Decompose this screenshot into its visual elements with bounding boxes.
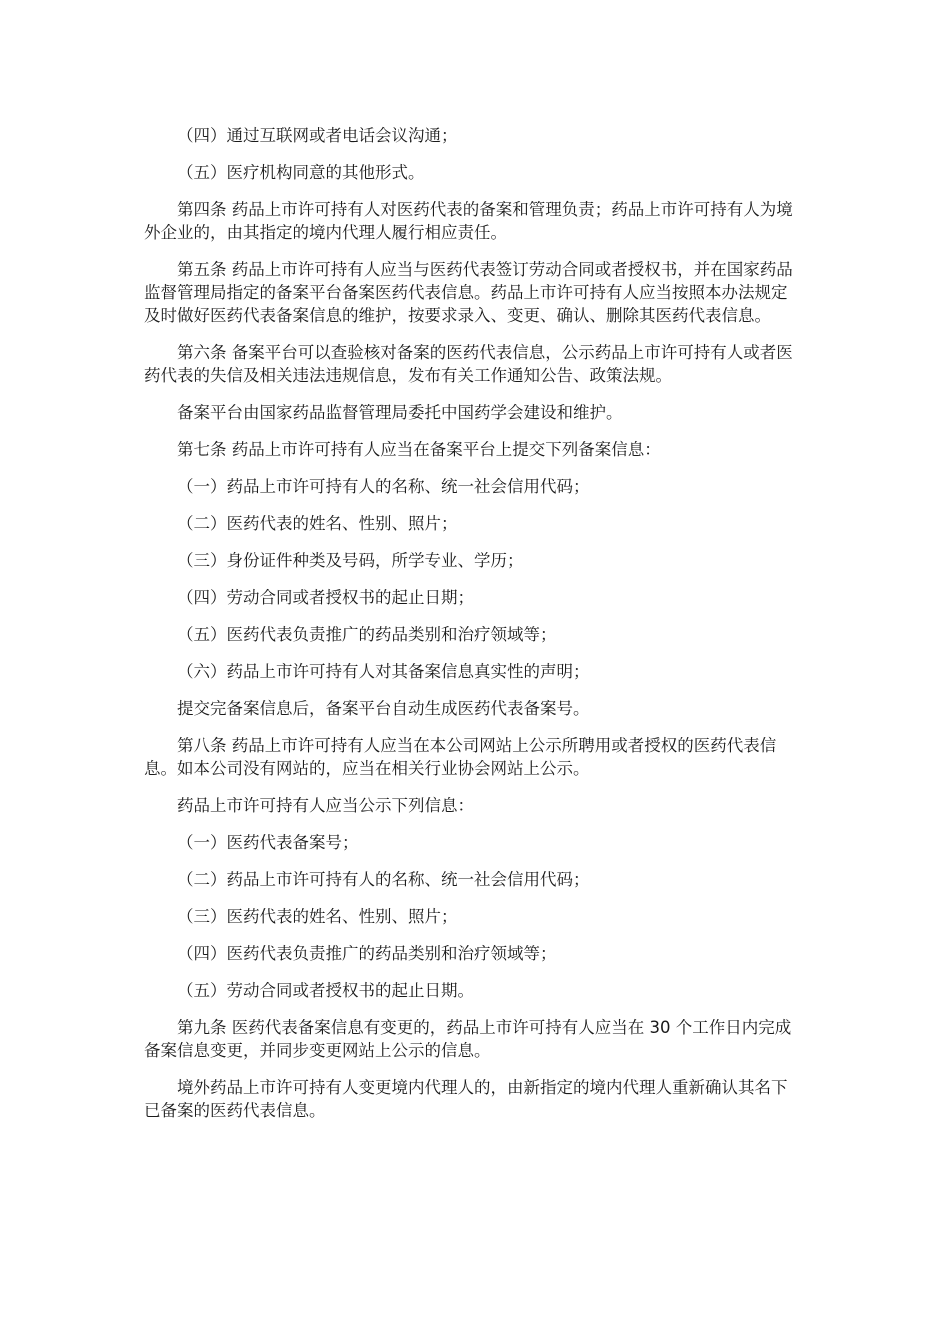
article-paragraph: 第八条 药品上市许可持有人应当在本公司网站上公示所聘用或者授权的医药代表信息。如本公司没有网站的，应当在相关行业协会网站上公示。 bbox=[144, 736, 777, 778]
list-item: （五）医药代表负责推广的药品类别和治疗领域等； bbox=[177, 625, 557, 644]
list-item: （五）医疗机构同意的其他形式。 bbox=[177, 163, 425, 182]
article-paragraph: 第四条 药品上市许可持有人对医药代表的备案和管理负责；药品上市许可持有人为境外企业的，由其指定的境内代理人履行相应责任。 bbox=[144, 200, 793, 242]
article-paragraph: 第六条 备案平台可以查验核对备案的医药代表信息，公示药品上市许可持有人或者医药代表的失信及相关违法违规信息，发布有关工作通知公告、政策法规。 bbox=[144, 343, 793, 385]
body-paragraph: 境外药品上市许可持有人变更境内代理人的，由新指定的境内代理人重新确认其名下已备案的医药代表信息。 bbox=[144, 1078, 788, 1120]
list-item: （四）医药代表负责推广的药品类别和治疗领域等； bbox=[177, 944, 557, 963]
list-item: （四）通过互联网或者电话会议沟通； bbox=[177, 126, 458, 145]
article-paragraph: 第五条 药品上市许可持有人应当与医药代表签订劳动合同或者授权书，并在国家药品监督管理局指定的备案平台备案医药代表信息。药品上市许可持有人应当按照本办法规定及时做好医药代表备案信息的维护，按要求录入、变更、确认、删除其医药代表信息。 bbox=[144, 260, 793, 325]
document-body bbox=[144, 124, 800, 1136]
list-item: （一）医药代表备案号； bbox=[177, 833, 359, 852]
list-item: （一）药品上市许可持有人的名称、统一社会信用代码； bbox=[177, 477, 590, 496]
list-item: （三）身份证件种类及号码，所学专业、学历； bbox=[177, 551, 524, 570]
list-item: （二）药品上市许可持有人的名称、统一社会信用代码； bbox=[177, 870, 590, 889]
body-paragraph: 提交完备案信息后，备案平台自动生成医药代表备案号。 bbox=[177, 699, 590, 718]
list-item: （六）药品上市许可持有人对其备案信息真实性的声明； bbox=[177, 662, 590, 681]
article-paragraph: 第九条 医药代表备案信息有变更的，药品上市许可持有人应当在 30 个工作日内完成备案信息变更，并同步变更网站上公示的信息。 bbox=[144, 1018, 792, 1060]
article-paragraph: 第七条 药品上市许可持有人应当在备案平台上提交下列备案信息： bbox=[177, 440, 661, 459]
list-item: （三）医药代表的姓名、性别、照片； bbox=[177, 907, 458, 926]
list-item: （四）劳动合同或者授权书的起止日期； bbox=[177, 588, 474, 607]
list-item: （二）医药代表的姓名、性别、照片； bbox=[177, 514, 458, 533]
body-paragraph: 备案平台由国家药品监督管理局委托中国药学会建设和维护。 bbox=[177, 403, 623, 422]
list-item: （五）劳动合同或者授权书的起止日期。 bbox=[177, 981, 474, 1000]
body-paragraph: 药品上市许可持有人应当公示下列信息： bbox=[177, 796, 474, 815]
